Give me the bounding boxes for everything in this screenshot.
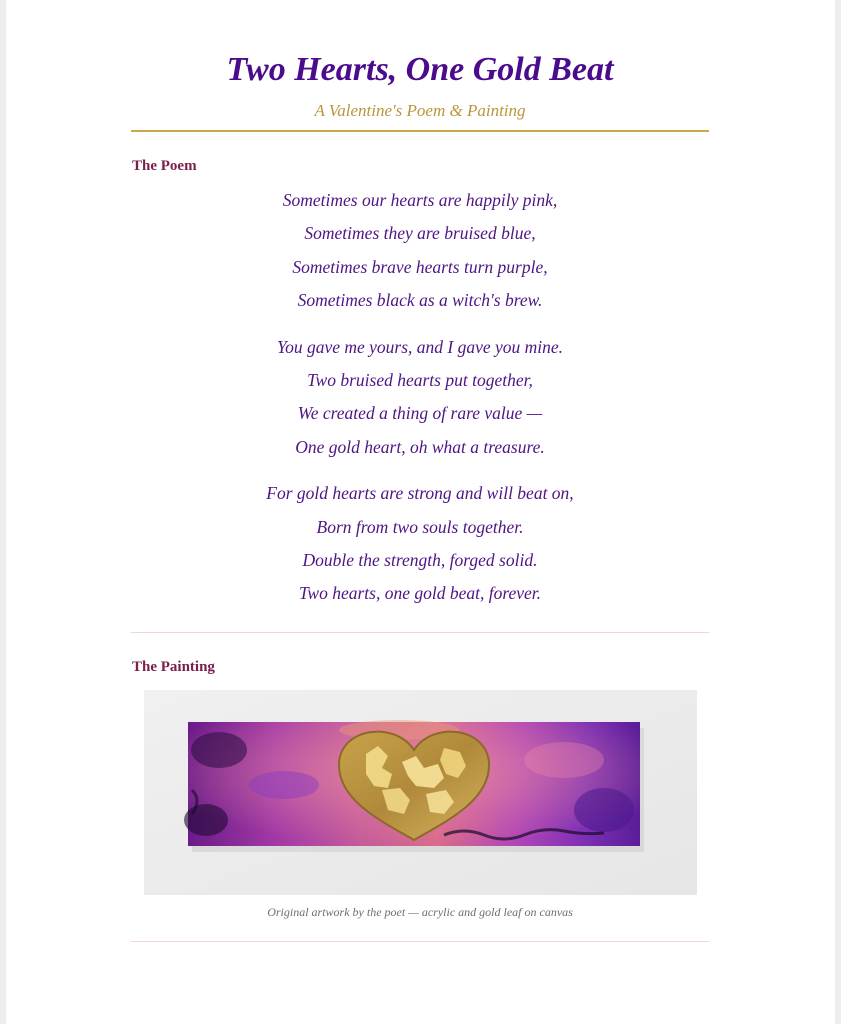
poem-line: One gold heart, oh what a treasure. — [295, 436, 545, 457]
painting-illustration — [144, 690, 697, 895]
poem-line: Sometimes black as a witch's brew. — [297, 290, 543, 311]
poem-line: Sometimes our hearts are happily pink, — [282, 190, 558, 210]
poem — [131, 184, 709, 624]
poem-line: For gold hearts are strong and will beat on, — [266, 483, 574, 504]
poem-line: Two bruised hearts put together, — [307, 369, 533, 390]
section-divider — [131, 632, 709, 633]
poem-section-heading: The Poem — [132, 158, 197, 174]
footer-divider — [131, 941, 709, 942]
painting-section-heading: The Painting — [132, 659, 215, 675]
painting-caption: Original artwork by the poet — acrylic and gold leaf on canvas — [267, 905, 573, 919]
painting-image — [144, 690, 697, 895]
poem-line: We created a thing of rare value — — [297, 403, 543, 424]
poem-line: Sometimes brave hearts turn purple, — [292, 256, 548, 277]
page — [6, 0, 835, 1024]
poem-line: Sometimes they are bruised blue, — [304, 223, 536, 244]
poem-line: Double the strength, forged solid. — [302, 549, 538, 570]
gold-divider — [131, 130, 709, 132]
stanza-2 — [131, 331, 709, 465]
poem-line: Two hearts, one gold beat, forever. — [298, 583, 542, 604]
stanza-1 — [131, 184, 709, 318]
page-subtitle: A Valentine's Poem & Painting — [314, 101, 526, 120]
poem-line: You gave me yours, and I gave you mine. — [276, 336, 564, 357]
stanza-3 — [131, 477, 709, 611]
poem-line: Born from two souls together. — [316, 516, 524, 537]
page-title: Two Hearts, One Gold Beat — [226, 51, 614, 88]
